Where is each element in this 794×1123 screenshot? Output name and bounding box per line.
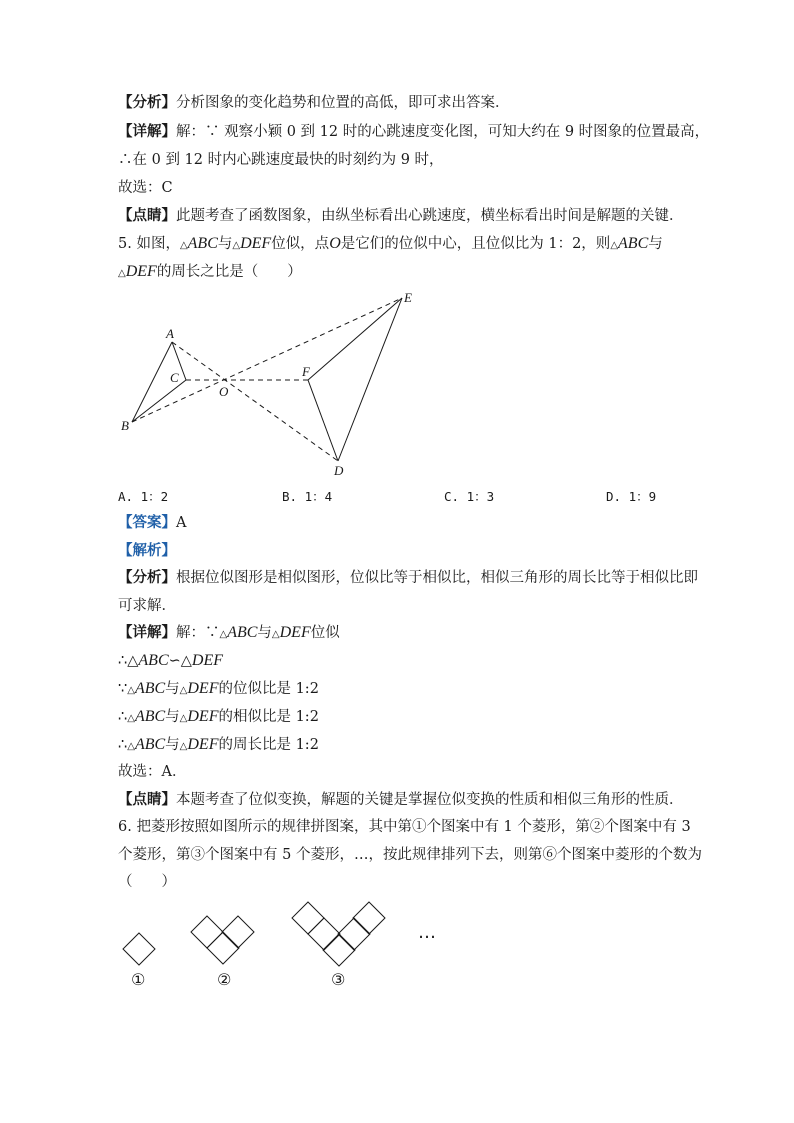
q6-label-3: ③ xyxy=(331,970,346,989)
label-B: B xyxy=(121,418,129,433)
label-D: D xyxy=(334,463,344,478)
q4-detail-line2: ∴在 0 到 12 时内心跳速度最快的时刻约为 9 时， xyxy=(118,152,444,168)
q4-analysis: 【分析】分析图象的变化趋势和位置的高低，即可求出答案． xyxy=(118,94,510,111)
q4-comment: 【点睛】此题考查了函数图象，由纵坐标看出心跳速度，横坐标看出时间是解题的关键． xyxy=(118,207,684,224)
label-A: A xyxy=(166,326,174,341)
q5-figure xyxy=(110,285,430,480)
q5-answer: 【答案】A xyxy=(118,514,187,531)
label-C: C xyxy=(170,370,179,385)
q5-detail-line4: ∴△ABC与△DEF的相似比是 1:2 xyxy=(118,708,319,725)
q5-option-d: D. 1：9 xyxy=(606,489,657,504)
q5-option-a: A. 1：2 xyxy=(118,489,169,504)
q4-choice: 故选：C xyxy=(118,180,173,196)
q6-stem-line1: 6. 把菱形按照如图所示的规律拼图案，其中第①个图案中有 1 个菱形，第②个图案中有 3 xyxy=(118,819,691,835)
q5-detail-line5: ∴△ABC与△DEF的周长比是 1:2 xyxy=(118,736,319,753)
q6-stem-line2: 个菱形，第③个图案中有 5 个菱形，…，按此规律排列下去，则第⑥个图案中菱形的个数为 xyxy=(118,847,702,863)
q6-ellipsis: … xyxy=(418,922,436,943)
q5-stem-line2: △DEF的周长之比是（ ） xyxy=(118,263,302,280)
label-O: O xyxy=(219,384,229,399)
label-E: E xyxy=(404,290,412,305)
q6-label-2: ② xyxy=(217,970,232,989)
q5-jiexi: 【解析】 xyxy=(118,542,176,559)
q4-detail-line1: 【详解】解：∵ 观察小颖 0 到 12 时的心跳速度变化图，可知大约在 9 时图象的位置最高， xyxy=(118,123,710,140)
q5-detail-line2: ∴△ABC∽△DEF xyxy=(118,652,224,669)
q5-choice: 故选：A． xyxy=(118,764,187,780)
label-F: F xyxy=(302,364,310,379)
q5-analysis-line2: 可求解． xyxy=(118,598,176,614)
q5-detail-line1: 【详解】解：∵△ABC与△DEF位似 xyxy=(118,624,340,641)
q5-comment: 【点睛】本题考查了位似变换，解题的关键是掌握位似变换的性质和相似三角形的性质． xyxy=(118,791,684,808)
q5-stem-line1: 5. 如图，△ABC与△DEF位似，点O是它们的位似中心，且位似比为 1：2，则△ABC与 xyxy=(118,235,663,252)
q5-detail-line3: ∵△ABC与△DEF的位似比是 1:2 xyxy=(118,680,319,697)
q5-option-b: B. 1：4 xyxy=(282,489,333,504)
q6-stem-line3: （ ） xyxy=(118,874,176,890)
q6-figure xyxy=(115,895,445,995)
q6-label-1: ① xyxy=(131,970,146,989)
q5-option-c: C. 1：3 xyxy=(444,489,495,504)
q5-analysis-line1: 【分析】根据位似图形是相似图形，位似比等于相似比，相似三角形的周长比等于相似比即 xyxy=(118,569,698,586)
